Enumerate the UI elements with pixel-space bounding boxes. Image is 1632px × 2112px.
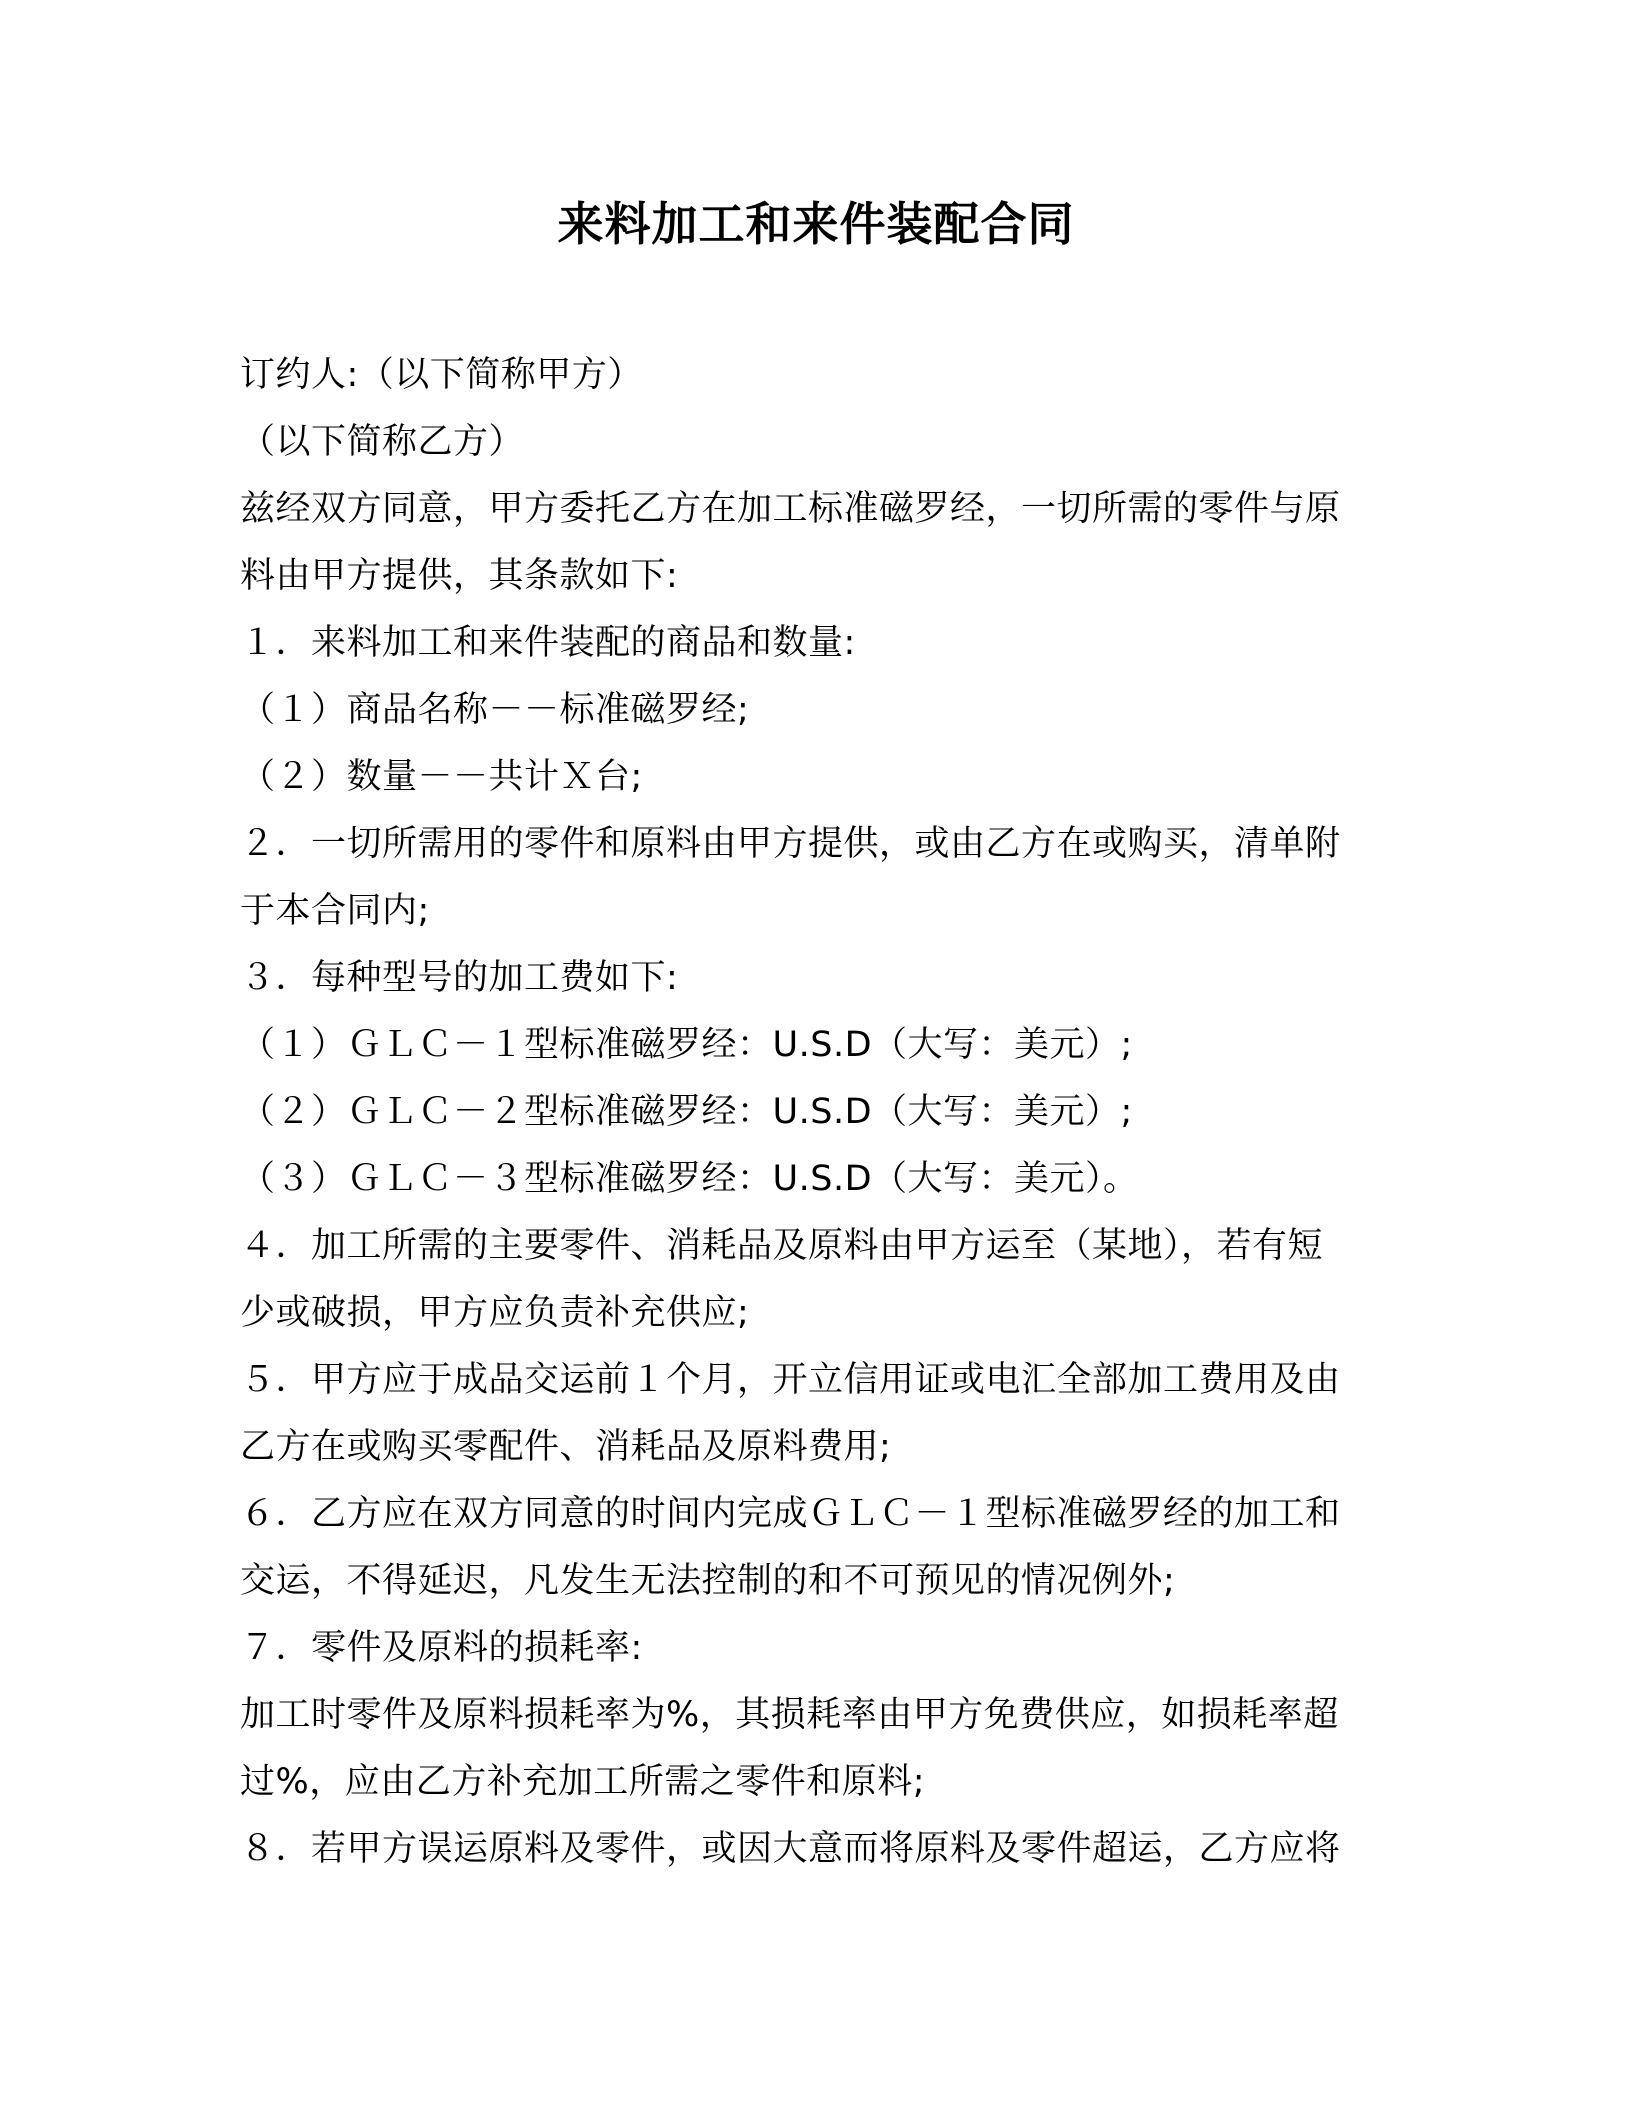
clause-1-item-2: （２）数量－－共计Ｘ台; xyxy=(240,757,643,797)
preamble-line-1: 兹经双方同意，甲方委托乙方在加工标准磁罗经，一切所需的零件与原 xyxy=(240,489,1341,529)
clause-2-line-1: ２．一切所需用的零件和原料由甲方提供，或由乙方在或购买，清单附 xyxy=(240,824,1341,864)
clause-5-line-2: 乙方在或购买零配件、消耗品及原料费用; xyxy=(240,1427,892,1467)
clause-6-line-2: 交运，不得延迟，凡发生无法控制的和不可预见的情况例外; xyxy=(240,1561,1176,1601)
party-a-line: 订约人:（以下简称甲方） xyxy=(240,355,643,395)
clause-5-line-1: ５．甲方应于成品交运前１个月，开立信用证或电汇全部加工费用及由 xyxy=(240,1360,1341,1400)
clause-7-line-1: 加工时零件及原料损耗率为%，其损耗率由甲方免费供应，如损耗率超 xyxy=(240,1695,1339,1735)
clause-2-line-2: 于本合同内; xyxy=(240,891,430,931)
clause-7-line-2: 过%，应由乙方补充加工所需之零件和原料; xyxy=(240,1762,926,1802)
contract-body xyxy=(240,342,1410,1883)
clause-1-heading: １．来料加工和来件装配的商品和数量: xyxy=(240,623,856,663)
clause-4-line-2: 少或破损，甲方应负责补充供应; xyxy=(240,1293,750,1333)
clause-8-line-1: ８．若甲方误运原料及零件，或因大意而将原料及零件超运，乙方应将 xyxy=(240,1829,1341,1869)
clause-1-item-1: （１）商品名称－－标准磁罗经; xyxy=(240,690,750,730)
clause-6-line-1: ６．乙方应在双方同意的时间内完成ＧＬＣ－１型标准磁罗经的加工和 xyxy=(240,1494,1341,1534)
clause-7-heading: ７．零件及原料的损耗率: xyxy=(240,1628,643,1668)
contract-title: 来料加工和来件装配合同 xyxy=(557,197,1075,251)
clause-3-item-3: （３）ＧＬＣ－３型标准磁罗经：U.S.D（大写：美元）。 xyxy=(240,1159,1139,1199)
clause-3-item-2: （２）ＧＬＣ－２型标准磁罗经：U.S.D（大写：美元）; xyxy=(240,1092,1133,1132)
clause-3-heading: ３．每种型号的加工费如下: xyxy=(240,958,679,998)
clause-4-line-1: ４．加工所需的主要零件、消耗品及原料由甲方运至（某地），若有短 xyxy=(240,1226,1324,1266)
clause-3-item-1: （１）ＧＬＣ－１型标准磁罗经：U.S.D（大写：美元）; xyxy=(240,1025,1133,1065)
preamble-line-2: 料由甲方提供，其条款如下: xyxy=(240,556,679,596)
party-b-line: （以下简称乙方） xyxy=(240,422,525,462)
